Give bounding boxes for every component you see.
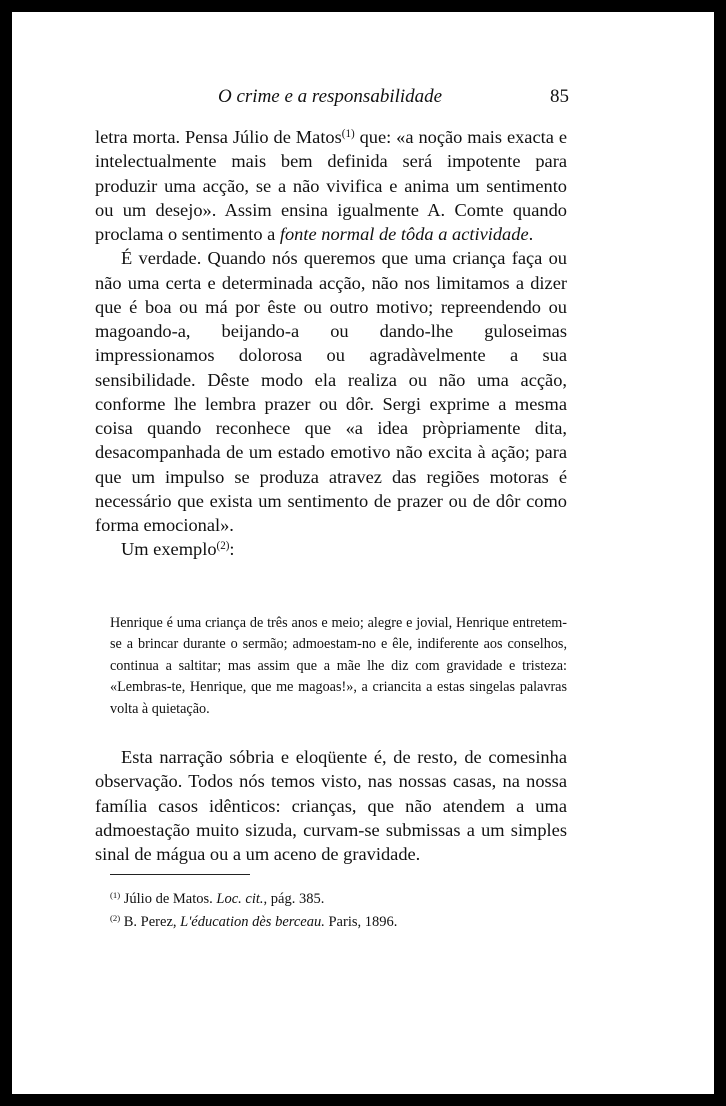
- footnote-1: [110, 888, 570, 911]
- paragraph-3: [95, 537, 567, 561]
- footnote-text: Júlio de Matos.: [120, 891, 217, 907]
- paragraph-3-text: Um exemplo: [121, 539, 217, 560]
- running-header: [12, 86, 714, 112]
- footnote-rule: [110, 874, 250, 875]
- footnote-2: [110, 911, 570, 934]
- paragraph-1-end: .: [528, 224, 534, 244]
- paragraph-1: [95, 125, 567, 246]
- paragraph-1-italic: fonte normal de tôda a actividade: [279, 224, 529, 244]
- book-page: [12, 12, 714, 1094]
- paragraph-2: É verdade. Quando nós queremos que uma criança faça ou não uma certa e determinada acção, não nos limitamos a dizer que é boa ou má por êste ou outro motivo; repreendendo ou magoando-a, beijando-a ou dando-lhe guloseimas impressionamos dolorosa ou agradàvelmente a sua sensibilidade. Dêste modo ela realiza ou não uma acção, conforme lhe lembra prazer ou dôr. Sergi exprime a mesma coisa quando reconhece que «a idea pròpriamente dita, desacompanhada de um estado emotivo não excita à ação; para que um impulso se produza atravez das regiões motoras é necessário que exista um sentimento de prazer ou de dôr como forma emocional».: [95, 248, 567, 535]
- footnote-text: B. Perez,: [120, 914, 181, 930]
- footnote-mark: (1): [110, 890, 121, 901]
- block-quote: Henrique é uma criança de três anos e meio; alegre e jovial, Henrique entretem-se a brincar durante o sermão; admoestam-no e êle, indiferente aos conselhos, continua a saltitar; mas assim que a mãe lhe diz com gravidade e tristeza: «Lembras-te, Henrique, que me magoas!», a criancita a estas singelas palavras volta à quietação.: [110, 615, 567, 717]
- footnote-italic: Loc. cit.: [216, 891, 264, 907]
- paragraph-1-middle: que: «a noção mais exacta e intelectualmente mais bem definida será impotente para produzir uma acção, se a não vivifica e anima um sentimento ou um desejo». Assim ensina igualmente A. Comte quando proclama o sentimento a: [95, 127, 567, 244]
- footnote-ref-2: (2): [216, 540, 230, 553]
- main-text-continued: [95, 745, 567, 866]
- footnote-mark: (2): [110, 913, 121, 924]
- page-number: 85: [550, 86, 569, 107]
- main-text: [95, 125, 567, 562]
- footnote-rest: , pág. 385.: [263, 891, 325, 907]
- footnote-rest: Paris, 1896.: [324, 914, 398, 930]
- footnote-italic: L'éducation dès berceau.: [180, 914, 325, 930]
- footnotes: [110, 888, 570, 934]
- paragraph-4: Esta narração sóbria e eloqüente é, de resto, de comesinha observação. Todos nós temos visto, nas nossas casas, na nossa família casos idênticos: crianças, que não atendem a uma admoestação muito sizuda, curvam-se submissas a um simples sinal de mágua ou a um aceno de gravidade.: [95, 747, 567, 865]
- paragraph-1-start: letra morta. Pensa Júlio de Matos: [95, 127, 342, 147]
- paragraph-3-tail: :: [229, 539, 235, 560]
- running-title: O crime e a responsabilidade: [218, 86, 443, 107]
- footnote-ref-1: (1): [341, 127, 355, 140]
